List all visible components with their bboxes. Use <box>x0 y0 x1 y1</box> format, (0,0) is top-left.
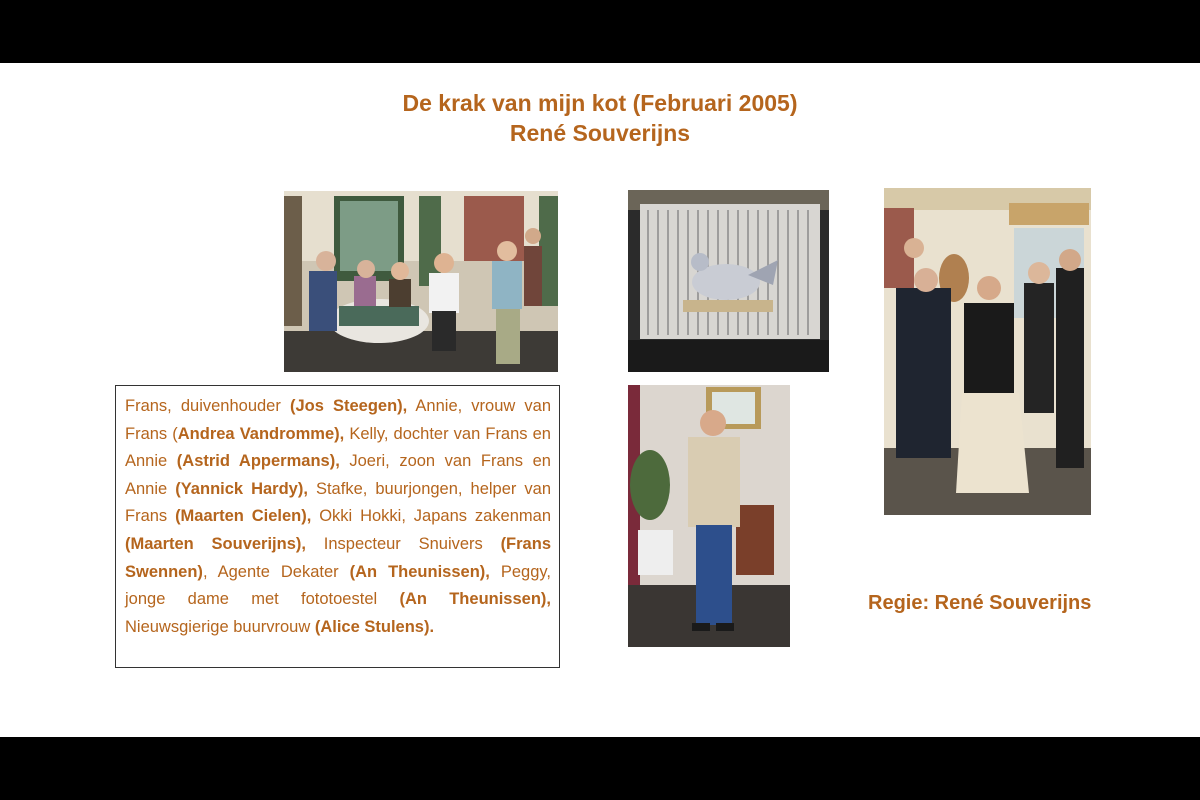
cast-role-text: Nieuwsgierige buurvrouw <box>125 617 315 636</box>
letterbox-bottom <box>0 737 1200 800</box>
cast-role-text: Joeri, zoon van Frans en Annie <box>125 452 551 498</box>
director-credit: Regie: René Souverijns <box>868 592 1092 614</box>
cast-actor-name: (Yannick Hardy), <box>175 479 308 498</box>
cast-list <box>115 385 560 668</box>
cast-role-text: , Agente Dekater <box>202 562 350 581</box>
cast-role-text: Kelly, dochter van Frans en Annie <box>125 424 551 471</box>
photo-stage-group <box>884 188 1091 515</box>
cast-actor-name: (Frans Swennen) <box>125 534 551 581</box>
cast-role-text: Peggy, jonge dame met fototoestel <box>125 562 551 609</box>
photo-pigeon-cage <box>628 190 829 372</box>
photo-table-scene <box>284 191 558 372</box>
slide-title: De krak van mijn kot (Februari 2005) <box>402 90 798 116</box>
cast-actor-name: (An Theunissen), <box>349 562 490 581</box>
photo-man-standing <box>628 385 790 647</box>
slide-subtitle: René Souverijns <box>509 120 691 146</box>
letterbox-top <box>0 0 1200 63</box>
cast-actor-name: (Maarten Cielen), <box>175 507 312 526</box>
cast-actor-name: (Maarten Souverijns), <box>125 534 306 553</box>
cast-actor-name: (An Theunissen), <box>399 590 551 609</box>
cast-actor-name: (Astrid Appermans), <box>176 452 340 471</box>
cast-actor-name: Andrea Vandromme), <box>177 424 345 443</box>
cast-role-text: Stafke, buurjongen, helper van Frans <box>125 479 551 526</box>
slide <box>0 63 1200 737</box>
cast-role-text: Okki Hokki, Japans zakenman <box>311 507 552 526</box>
cast-role-text: Annie, vrouw van Frans ( <box>125 397 552 443</box>
cast-actor-name: (Alice Stulens). <box>314 617 435 636</box>
cast-role-text: Inspecteur Snuivers <box>305 534 501 553</box>
cast-role-text: Frans, duivenhouder <box>125 397 290 415</box>
cast-actor-name: (Jos Steegen), <box>289 397 408 415</box>
